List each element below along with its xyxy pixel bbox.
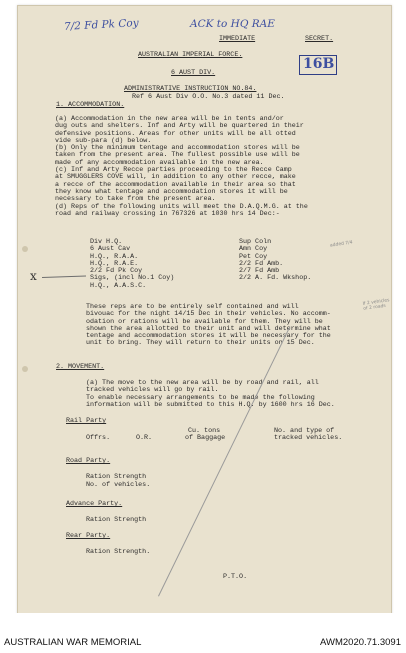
body-line: bivouac for the night 14/15 Dec in their vehicles. No accomm-	[86, 310, 331, 319]
section1-body	[55, 116, 308, 218]
unit-item: 2/2 Fd Pk Coy	[90, 267, 143, 276]
archive-footer	[0, 613, 406, 653]
force-title: AUSTRALIAN IMPERIAL FORCE.	[138, 51, 243, 59]
unit-item: H.Q., R.A.E.	[90, 259, 139, 268]
body-line: odation or rations will be available for them. They will be	[86, 317, 323, 326]
rail-tracked-2: tracked vehicles.	[274, 434, 343, 442]
body-line: defensive positions. Areas for other units will be all otted	[55, 129, 296, 138]
advance-ration-strength: Ration Strength	[86, 516, 147, 524]
body-line: (d) Reps of the following units will meet the D.A.Q.M.G. at the	[55, 202, 308, 211]
body-line: tentage and accommodation stores it will be necessary for the	[86, 332, 331, 341]
division-title: 6 AUST DIV.	[171, 69, 216, 77]
body-line: (a) The move to the new area will be by road and rail, all	[86, 379, 319, 387]
footer-catalogue-id: AWM2020.71.3091	[320, 637, 401, 648]
section1-closing	[86, 304, 331, 348]
rear-party-title: Rear Party.	[66, 532, 111, 540]
rail-tracked-1: No. and type of	[274, 427, 335, 435]
body-line: a recce of the accommodation available in their area so that	[55, 180, 296, 189]
body-line: shown the area allotted to their unit and will determine what	[86, 324, 331, 333]
unit-item: 2/2 A. Fd. Wkshop.	[239, 274, 312, 283]
unit-item: H.Q., R.A.A.	[90, 252, 139, 261]
rail-party-title: Rail Party	[66, 417, 107, 425]
unit-item: Sigs, (incl No.1 Coy)	[90, 274, 175, 283]
body-line: road and railway crossing in 767326 at 1030 hrs 14 Dec:-	[55, 209, 280, 218]
reference-line: Ref 6 Aust Div O.O. No.3 dated 11 Dec.	[132, 93, 285, 101]
handwritten-box-number: 16B	[303, 56, 335, 72]
unit-item: Pet Coy	[239, 252, 268, 261]
body-line: necessary to take from the present area.	[55, 195, 216, 204]
instruction-title: ADMINISTRATIVE INSTRUCTION NO.84.	[124, 85, 257, 93]
body-line: To enable necessary arrangements to be made the following	[86, 393, 315, 402]
unit-item: Sup Coln	[239, 238, 272, 246]
rail-or: O.R.	[136, 434, 153, 442]
section-heading-movement: 2. MOVEMENT.	[56, 363, 105, 371]
handwritten-ack-note: ACK to HQ RAE	[190, 18, 275, 30]
secret-label: SECRET.	[305, 35, 334, 43]
unit-item: 2/2 Fd Amb.	[239, 259, 284, 268]
punch-hole	[22, 246, 28, 252]
advance-party-title: Advance Party.	[66, 500, 123, 508]
body-line: taken from the present area. The fullest possible use will be	[55, 151, 300, 160]
rail-baggage: of Baggage	[185, 434, 226, 442]
pencil-margin-note: If 2 vehicles of 2 roads	[362, 298, 390, 312]
body-line: information will be submitted to this H.Q. by 1600 hrs 16 Dec.	[86, 400, 335, 409]
rail-offrs: Offrs.	[86, 434, 111, 442]
rear-ration-strength: Ration Strength.	[86, 548, 151, 556]
body-line: made of any accommodation available in the new area.	[55, 158, 264, 167]
section-heading-accommodation: 1. ACCOMMODATION.	[56, 101, 125, 109]
body-line: at SMUGGLERS COVE will, in addition to any other recce, make	[55, 173, 296, 182]
body-line: unit to bring. They will return to their units on 15 Dec.	[86, 339, 315, 348]
body-line: (b) Only the minimum tentage and accommodation stores will be	[55, 144, 300, 153]
road-party-title: Road Party.	[66, 457, 111, 465]
document-page	[17, 5, 392, 615]
pencil-note: added 7/4	[329, 240, 354, 249]
rail-cu-tons: Cu. tons	[188, 427, 221, 435]
handwritten-cross-mark: x	[30, 269, 37, 283]
body-line: they know what tentage and accommodation stores it will be	[55, 187, 288, 196]
units-list-left	[90, 239, 174, 290]
arrow-line	[42, 275, 86, 278]
unit-item: Div H.Q.	[90, 238, 123, 246]
pto-label: P.T.O.	[223, 573, 248, 581]
body-line: These reps are to be entirely self contained and will	[86, 303, 299, 311]
road-ration-strength: Ration Strength	[86, 473, 147, 481]
section2-body	[86, 380, 335, 409]
pencil-diagonal-stroke	[158, 326, 290, 596]
body-line: vide sub-para (d) below.	[55, 136, 152, 145]
unit-item: 6 Aust Cav	[90, 245, 131, 254]
unit-item: 2/7 Fd Amb	[239, 267, 280, 276]
handwritten-unit-note: 7/2 Fd Pk Coy	[63, 17, 139, 33]
body-line: (c) Inf and Arty Recce parties proceeding to the Recce Camp	[55, 166, 292, 175]
units-list-right	[239, 239, 311, 283]
unit-item: H.Q., A.A.S.C.	[90, 281, 147, 290]
punch-hole	[22, 366, 28, 372]
body-line: tracked vehicles will go by rail.	[86, 386, 219, 395]
footer-institution: AUSTRALIAN WAR MEMORIAL	[4, 637, 142, 648]
body-line: dug outs and shelters. Inf and Arty will be quartered in their	[55, 122, 304, 131]
road-vehicles: No. of vehicles.	[86, 481, 151, 489]
unit-item: Amn Coy	[239, 245, 268, 254]
immediate-label: IMMEDIATE	[219, 35, 256, 43]
body-line: (a) Accommodation in the new area will be in tents and/or	[55, 115, 284, 123]
